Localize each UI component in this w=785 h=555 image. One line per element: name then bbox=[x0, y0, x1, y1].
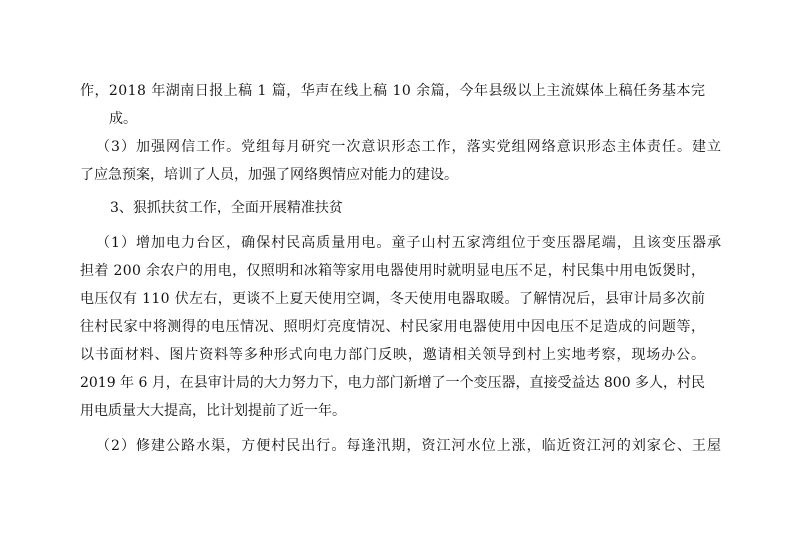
body-text-line: 电压仅有 110 伏左右，更谈不上夏天使用空调，冬天使用电器取暖。了解情况后，县审计局多次前 bbox=[80, 291, 706, 307]
body-text-line: 担着 200 余农户的用电，仅照明和冰箱等家用电器使用时就明显电压不足，村民集中用电饭煲时， bbox=[80, 263, 706, 279]
body-text-line: 以书面材料、图片资料等多种形式向电力部门反映，邀请相关领导到村上实地考察，现场办公。 bbox=[80, 347, 706, 363]
body-text-line: 成。 bbox=[109, 111, 137, 127]
body-text-line: 用电质量大大提高，比计划提前了近一年。 bbox=[80, 403, 346, 419]
body-text-line: （1）增加电力台区，确保村民高质量用电。童子山村五家湾组位于变压器尾端，且该变压器承 bbox=[96, 235, 723, 251]
body-text-line: 作，2018 年湖南日报上稿 1 篇，华声在线上稿 10 余篇，今年县级以上主流媒体上稿任务基本完 bbox=[80, 83, 706, 99]
body-text-line: 往村民家中将测得的电压情况、照明灯亮度情况、村民家用电器使用中因电压不足造成的问题等， bbox=[80, 319, 706, 335]
body-text-line: 了应急预案，培训了人员，加强了网络舆情应对能力的建设。 bbox=[80, 167, 458, 183]
body-text-line: （3）加强网信工作。党组每月研究一次意识形态工作，落实党组网络意识形态主体责任。建立 bbox=[96, 139, 723, 155]
section-heading: 3、狠抓扶贫工作，全面开展精准扶贫 bbox=[110, 200, 343, 216]
body-text-line: 2019 年 6 月，在县审计局的大力努力下，电力部门新增了一个变压器，直接受益达 800 多人，村民 bbox=[80, 375, 705, 391]
body-text-line: （2）修建公路水渠，方便村民出行。每逢汛期，资江河水位上涨，临近资江河的刘家仑、王屋 bbox=[96, 438, 723, 454]
